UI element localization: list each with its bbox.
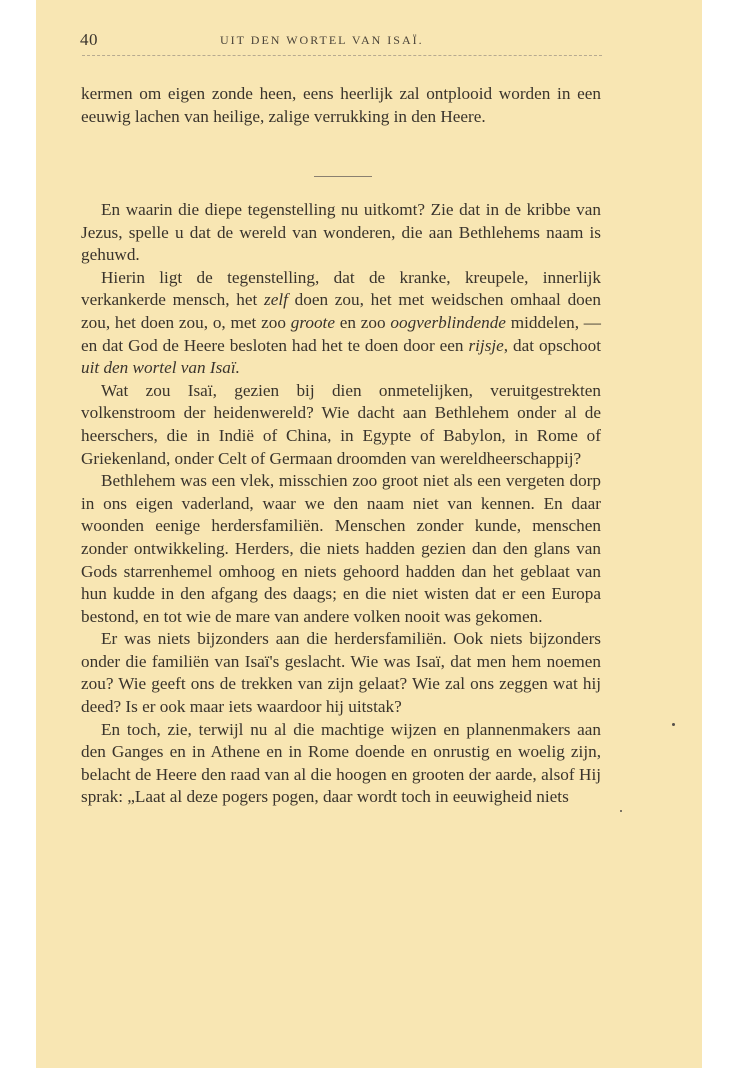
opening-paragraph: [81, 83, 601, 128]
text-run: kermen om eigen zonde heen, eens heerlijk zal ontplooid worden in een eeuwig lachen van heilige, zalige verrukking in den Heere.: [81, 84, 601, 126]
paragraph: [81, 470, 601, 628]
paragraph: [81, 380, 601, 470]
running-title: UIT DEN WORTEL VAN ISAÏ.: [220, 33, 424, 47]
text-run: middelen, — en dat God de Heere besloten had het te doen door een: [81, 312, 601, 355]
text-run: doen zou, het met weidschen omhaal doen zou, het doen zou, o, met zoo: [81, 290, 601, 332]
text-run: en zoo: [334, 312, 391, 332]
paragraph: [81, 719, 601, 809]
opening-text: [81, 83, 601, 128]
text-run: Bethlehem was een vlek, misschien zoo groot niet als een vergeten dorp in ons eigen vaderland, waar we den naam niet van kennen. En daar woonden eenige herdersfamiliën. Menschen zonder kunde, menschen zonder ontwikkeling. Herders, die niets hadden gezien dan den glans van Gods starrenhemel omhoog en niets gehoord hadden dan het geblaat van hun kudde in den afgang des daags; en die niet wisten dat er een Europa bestond, en tot wie de mare van andere volken nooit was gekomen.: [81, 471, 601, 626]
text-run: En toch, zie, terwijl nu al die machtige wijzen en plannenmakers aan den Ganges en in Athene en in Rome doende en onrustig en woelig zijn, belacht de Heere den raad van al die hoogen en grooten der aarde, alsof Hij sprak: „Laat al deze pogers pogen, daar wordt toch in eeuwigheid niets: [81, 719, 601, 807]
paragraph: [81, 267, 601, 380]
page-number: 40: [80, 30, 98, 49]
text-run: , dat opschoot: [503, 335, 602, 355]
paragraph: [81, 199, 601, 267]
paper-speck: [672, 723, 675, 726]
text-run: Wat zou Isaï, gezien bij dien onmetelijken, veruitgestrekten volkenstroom der heidenwereld? Wie dacht aan Bethlehem onder al de heerschers, die in Indië of China, in Egypte of Babylon, in Rome of Griekenland, onder Celt of Germaan droomden van wereldheerschappij?: [81, 380, 601, 468]
italic-text: zelf: [264, 290, 288, 310]
text-run: Hierin ligt de tegenstelling, dat de kranke, kreupele, innerlijk verkankerde mensch, het: [81, 267, 601, 310]
header-rule: [82, 55, 602, 58]
italic-text: groote: [290, 312, 335, 332]
text-run: En waarin die diepe tegenstelling nu uitkomt? Zie dat in de kribbe van Jezus, spelle u dat de wereld van wonderen, die aan Bethlehems naam is gehuwd.: [81, 200, 601, 265]
paper-speck: [620, 810, 622, 812]
section-divider: [314, 176, 372, 177]
main-text: [81, 199, 601, 809]
page-header: [80, 30, 600, 52]
italic-text: oogverblindende: [390, 312, 506, 332]
italic-text: uit den wortel van Isaï.: [81, 358, 240, 378]
paragraph: [81, 628, 601, 718]
text-run: Er was niets bijzonders aan die herdersfamiliën. Ook niets bijzonders onder die familiën van Isaï's geslacht. Wie was Isaï, dat men hem noemen zou? Wie geeft ons de trekken van zijn gelaat? Wie zal ons zeggen wat hij deed? Is er ook maar iets waardoor hij uitstak?: [81, 629, 601, 717]
italic-text: rijsje: [468, 335, 504, 355]
